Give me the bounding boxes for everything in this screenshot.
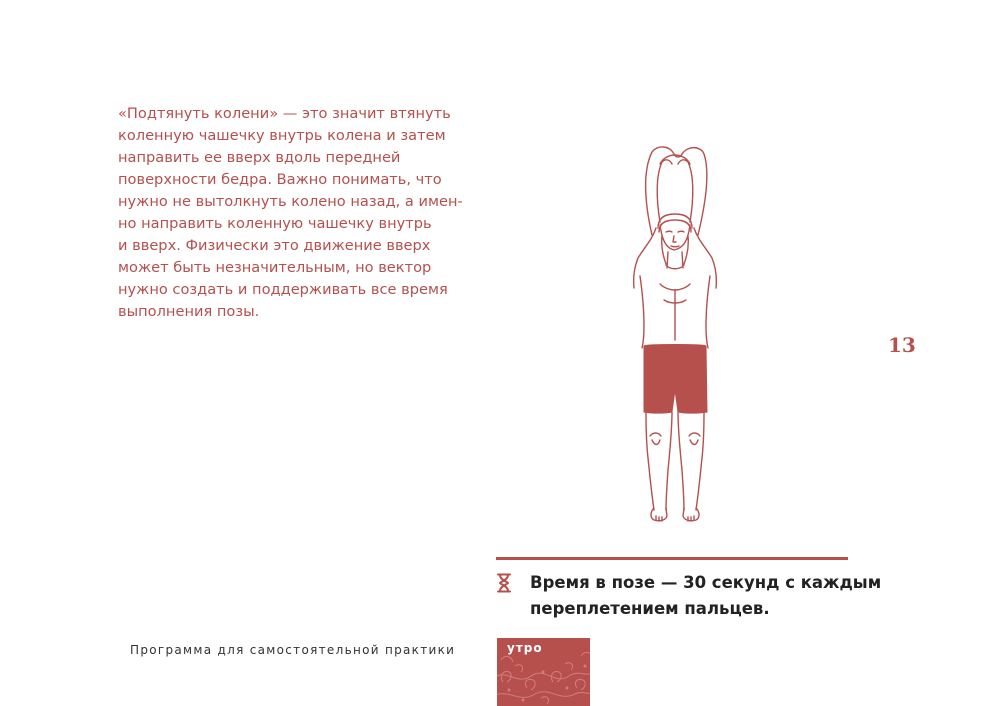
- body-line: может быть незначительным, но вектор: [118, 259, 432, 276]
- pose-time-note: [530, 570, 882, 622]
- body-line: «Подтянуть колени» — это значит втянуть: [118, 105, 451, 122]
- body-line: нужно не вытолкнуть колено назад, а имен-: [118, 193, 463, 210]
- page-number: 13: [888, 333, 916, 357]
- body-line: поверхности бедра. Важно понимать, что: [118, 171, 442, 188]
- divider-rule: [496, 557, 848, 560]
- body-line: но направить коленную чашечку внутрь: [118, 215, 432, 232]
- footer-program-title: Программа для самостоятельной практики: [130, 643, 456, 657]
- pose-time-line: переплетением пальцев.: [530, 599, 770, 618]
- section-label: утро: [507, 641, 543, 655]
- section-tab-morning: [497, 638, 590, 706]
- body-paragraph: [118, 103, 478, 323]
- body-line: коленную чашечку внутрь колена и затем: [118, 127, 446, 144]
- hourglass-icon: [497, 573, 511, 593]
- pose-time-line: Время в позе — 30 секунд с каждым: [530, 573, 882, 592]
- body-line: и вверх. Физически это движение вверх: [118, 237, 431, 254]
- body-line: направить ее вверх вдоль передней: [118, 149, 401, 166]
- yoga-pose-illustration: [600, 140, 750, 530]
- body-line: выполнения позы.: [118, 303, 260, 320]
- body-line: нужно создать и поддерживать все время: [118, 281, 448, 298]
